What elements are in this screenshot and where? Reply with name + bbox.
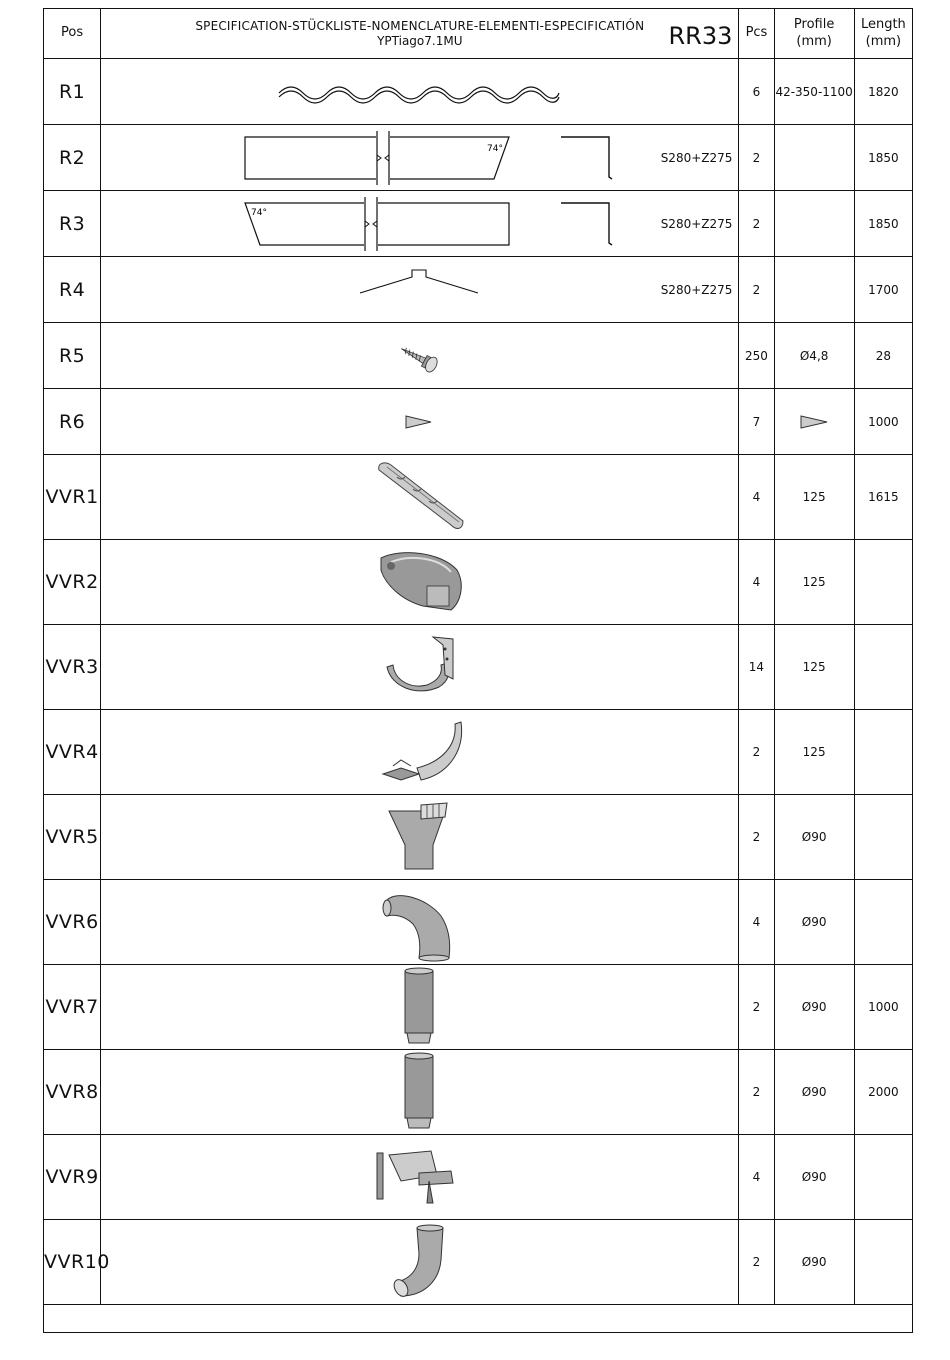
pos-cell: R6 (44, 389, 101, 455)
outlet-elbow-icon (101, 1220, 737, 1305)
pcs-cell: 6 (739, 59, 774, 125)
drawing-cell (101, 795, 739, 880)
pos-cell: R5 (44, 323, 101, 389)
pos-cell: VVR6 (44, 880, 101, 965)
drawing-cell (101, 1220, 739, 1305)
header-row (44, 9, 913, 59)
specification-sheet (43, 8, 913, 1333)
flashing-drawing (101, 191, 737, 257)
drawing-cell (101, 455, 739, 540)
table-row (44, 1135, 913, 1220)
length-cell (854, 795, 912, 880)
drawing-cell (101, 257, 739, 323)
length-cell (854, 880, 912, 965)
length-cell (854, 625, 912, 710)
table-row (44, 1220, 913, 1305)
pos-cell: R2 (44, 125, 101, 191)
pcs-cell: 4 (739, 540, 774, 625)
wedge-icon (101, 389, 737, 455)
pcs-cell: 2 (739, 710, 774, 795)
header-title-cell (101, 9, 739, 59)
pcs-cell: 14 (739, 625, 774, 710)
model-name: YPTiago7.1MU (377, 33, 463, 48)
pipe-elbow-icon (101, 880, 737, 965)
footer-cell (44, 1305, 913, 1333)
header-profile-unit: (mm) (796, 33, 832, 49)
downpipe-icon (101, 1050, 737, 1135)
length-cell: 28 (854, 323, 912, 389)
pos-cell: VVR5 (44, 795, 101, 880)
length-cell: 2000 (854, 1050, 912, 1135)
table-row (44, 389, 913, 455)
pcs-cell: 2 (739, 191, 774, 257)
length-cell: 1850 (854, 191, 912, 257)
drawing-cell (101, 710, 739, 795)
table-row (44, 59, 913, 125)
header-length (854, 9, 912, 59)
drawing-cell (101, 540, 739, 625)
length-cell: 1000 (854, 389, 912, 455)
drawing-cell (101, 125, 739, 191)
gutter-hook-icon (101, 625, 737, 710)
drawing-cell (101, 389, 739, 455)
length-cell (854, 1135, 912, 1220)
drawing-cell (101, 59, 739, 125)
table-row (44, 795, 913, 880)
pcs-cell: 7 (739, 389, 774, 455)
pcs-cell: 4 (739, 880, 774, 965)
table-row (44, 710, 913, 795)
length-cell (854, 710, 912, 795)
material-label: S280+Z275 (660, 282, 733, 297)
header-length-label: Length (860, 17, 906, 33)
pos-cell: VVR2 (44, 540, 101, 625)
length-cell: 1000 (854, 965, 912, 1050)
wedge-profile-icon (799, 414, 829, 430)
material-label: S280+Z275 (660, 150, 733, 165)
pcs-cell: 2 (739, 795, 774, 880)
model-code: RR33 (668, 22, 733, 50)
corrugated-sheet-drawing (101, 59, 737, 125)
table-row (44, 125, 913, 191)
table-row (44, 880, 913, 965)
sheet-title: SPECIFICATION-STÜCKLISTE-NOMENCLATURE-ELEMENTI-ESPECIFICATIÓN (195, 18, 645, 33)
profile-cell (774, 257, 854, 323)
profile-cell: Ø90 (774, 1050, 854, 1135)
table-row (44, 540, 913, 625)
header-length-unit: (mm) (865, 33, 902, 49)
length-cell (854, 1220, 912, 1305)
flashing-drawing (101, 125, 737, 191)
table-row (44, 257, 913, 323)
pos-cell: VVR3 (44, 625, 101, 710)
parts-table (43, 8, 913, 1333)
pipe-bracket-icon (101, 1135, 737, 1220)
profile-cell: Ø4,8 (774, 323, 854, 389)
angle-label: 74° (487, 144, 504, 154)
pcs-cell: 2 (739, 1050, 774, 1135)
profile-cell: Ø90 (774, 1135, 854, 1220)
length-cell: 1850 (854, 125, 912, 191)
profile-cell (774, 389, 854, 455)
profile-cell: Ø90 (774, 1220, 854, 1305)
pcs-cell: 2 (739, 1220, 774, 1305)
pos-cell: R4 (44, 257, 101, 323)
pcs-cell: 250 (739, 323, 774, 389)
drawing-cell (101, 191, 739, 257)
pcs-cell: 4 (739, 455, 774, 540)
ridge-profile-drawing (101, 257, 737, 323)
header-pcs: Pcs (739, 9, 774, 59)
table-row (44, 1050, 913, 1135)
gutter-end-cap-icon (101, 540, 737, 625)
profile-cell (774, 125, 854, 191)
drawing-cell (101, 323, 739, 389)
pcs-cell: 4 (739, 1135, 774, 1220)
profile-cell (774, 191, 854, 257)
pos-cell: VVR4 (44, 710, 101, 795)
header-pos: Pos (44, 9, 101, 59)
profile-cell: Ø90 (774, 795, 854, 880)
drawing-cell (101, 1050, 739, 1135)
pcs-cell: 2 (739, 125, 774, 191)
profile-cell: Ø90 (774, 965, 854, 1050)
drawing-cell (101, 965, 739, 1050)
pos-cell: VVR8 (44, 1050, 101, 1135)
length-cell: 1615 (854, 455, 912, 540)
pos-cell: VVR7 (44, 965, 101, 1050)
profile-cell: 42-350-1100 (774, 59, 854, 125)
pcs-cell: 2 (739, 965, 774, 1050)
gutter-icon (101, 455, 737, 540)
header-profile (774, 9, 854, 59)
table-row (44, 965, 913, 1050)
table-row (44, 625, 913, 710)
angle-label: 74° (251, 208, 268, 218)
profile-cell: 125 (774, 540, 854, 625)
length-cell (854, 540, 912, 625)
material-label: S280+Z275 (660, 216, 733, 231)
pos-cell: VVR9 (44, 1135, 101, 1220)
length-cell: 1700 (854, 257, 912, 323)
table-row (44, 191, 913, 257)
downpipe-icon (101, 965, 737, 1050)
gutter-connector-icon (101, 710, 737, 795)
pos-cell: R3 (44, 191, 101, 257)
gutter-outlet-icon (101, 795, 737, 880)
header-profile-label: Profile (793, 17, 835, 33)
profile-cell: 125 (774, 455, 854, 540)
drawing-cell (101, 880, 739, 965)
profile-cell: 125 (774, 710, 854, 795)
drawing-cell (101, 1135, 739, 1220)
footer-row (44, 1305, 913, 1333)
pcs-cell: 2 (739, 257, 774, 323)
table-row (44, 455, 913, 540)
length-cell: 1820 (854, 59, 912, 125)
pos-cell: VVR10 (44, 1220, 101, 1305)
pos-cell: VVR1 (44, 455, 101, 540)
pos-cell: R1 (44, 59, 101, 125)
profile-cell: 125 (774, 625, 854, 710)
drawing-cell (101, 625, 739, 710)
profile-cell: Ø90 (774, 880, 854, 965)
table-row (44, 323, 913, 389)
screw-icon (101, 323, 737, 389)
